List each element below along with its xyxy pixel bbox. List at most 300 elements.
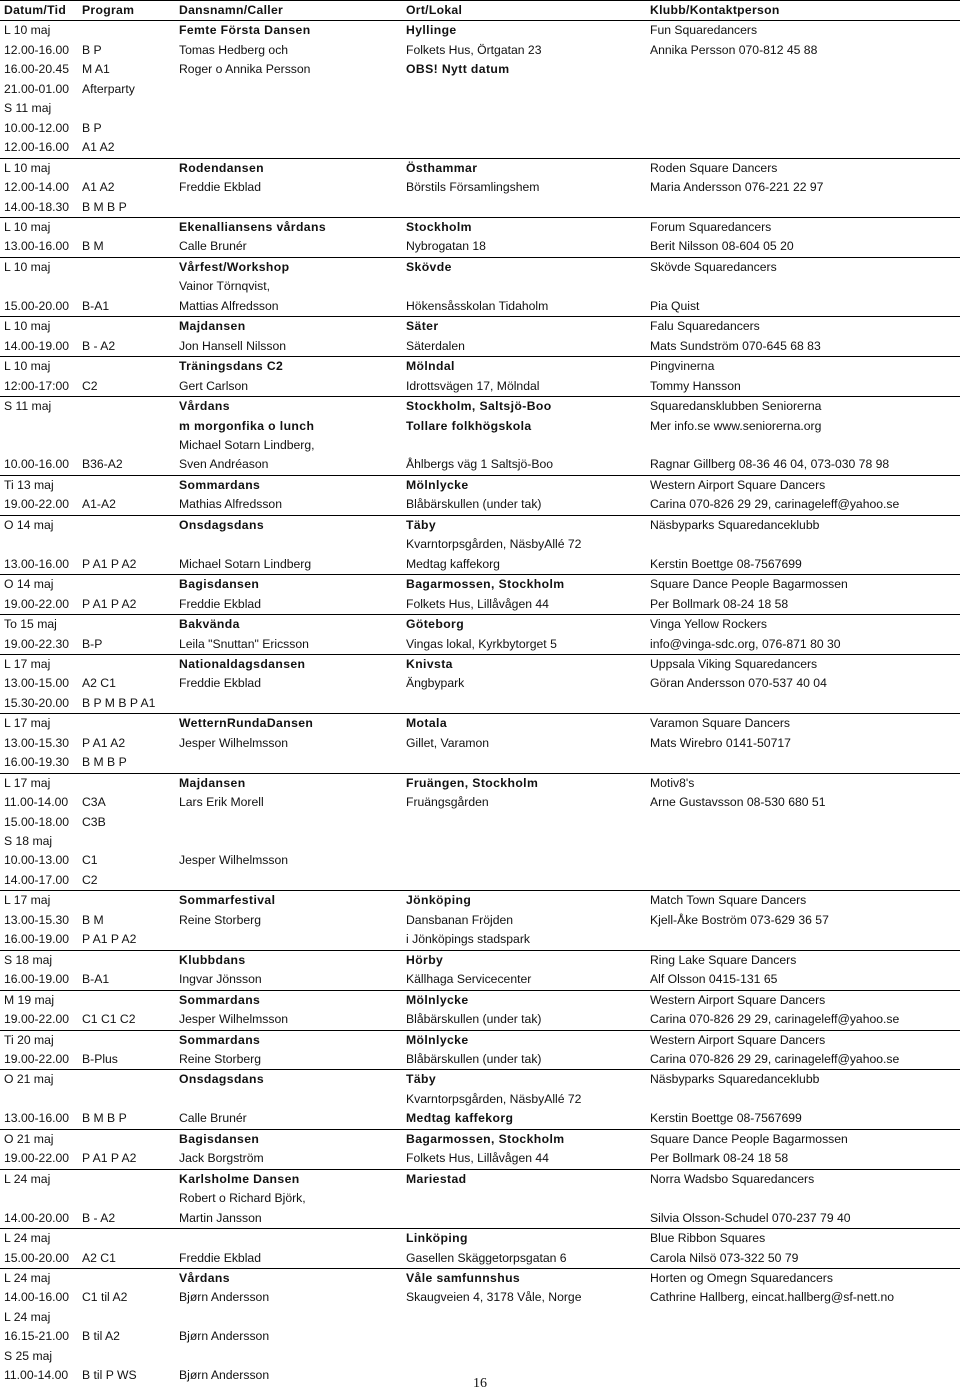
club-contact-cell — [646, 851, 960, 870]
table-row — [0, 773, 960, 793]
program-cell — [78, 1070, 175, 1090]
date-time-cell — [0, 1090, 78, 1109]
program-cell — [78, 158, 175, 178]
club-contact-cell: Horten og Omegn Squaredancers — [646, 1269, 960, 1289]
place-venue-cell — [402, 1189, 646, 1208]
club-contact-cell — [646, 535, 960, 554]
place-venue-cell: Dansbanan Fröjden — [406, 912, 514, 927]
club-contact-cell: Square Dance People Bagarmossen — [646, 1129, 960, 1149]
dance-name-caller-cell — [175, 1308, 402, 1327]
table-row — [0, 832, 960, 851]
place-venue-cell: Täby — [402, 515, 646, 535]
dance-name-caller-cell: Ekenalliansens vårdans — [175, 217, 402, 237]
club-contact-cell: Square Dance People Bagarmossen — [646, 575, 960, 595]
program-cell — [78, 397, 175, 417]
club-contact-cell — [646, 832, 960, 851]
club-contact-cell: Western Airport Square Dancers — [646, 990, 960, 1010]
club-contact-cell: Näsbyparks Squaredanceklubb — [646, 1070, 960, 1090]
club-contact-cell: Kerstin Boettge 08-7567699 — [650, 1111, 802, 1126]
club-contact-cell — [646, 1308, 960, 1327]
date-time-cell: 19.00-22.00 — [4, 1052, 70, 1067]
table-row — [0, 1347, 960, 1366]
dance-name-caller-cell: Freddie Ekblad — [179, 180, 261, 195]
date-time-cell: 13.00-15.30 — [4, 912, 70, 927]
club-contact-cell — [646, 1189, 960, 1208]
date-time-cell: L 24 maj — [0, 1229, 78, 1249]
dance-name-caller-cell: Sven Andréason — [179, 457, 269, 472]
program-cell: P A1 P A2 — [82, 1151, 137, 1166]
place-venue-cell: Fruängen, Stockholm — [402, 773, 646, 793]
program-cell: C1 C1 C2 — [82, 1012, 136, 1027]
club-contact-cell: Pingvinerna — [646, 357, 960, 377]
place-venue-cell: Gasellen Skäggetorpsgatan 6 — [406, 1250, 567, 1265]
club-contact-cell: Ring Lake Square Dancers — [646, 950, 960, 970]
table-row — [0, 515, 960, 535]
program-cell — [78, 436, 175, 455]
program-cell — [78, 475, 175, 495]
date-time-cell: 16.00-19.00 — [4, 932, 70, 947]
date-time-cell: 19.00-22.00 — [4, 1012, 70, 1027]
place-venue-cell: Hökensåsskolan Tidaholm — [406, 298, 549, 313]
date-time-cell: L 17 maj — [0, 891, 78, 911]
dance-name-caller-cell: WetternRundaDansen — [175, 714, 402, 734]
table-row — [0, 535, 960, 554]
club-contact-cell: Western Airport Square Dancers — [646, 1030, 960, 1050]
table-row — [0, 615, 960, 635]
program-cell: C3B — [82, 814, 106, 829]
place-venue-cell — [402, 753, 646, 773]
club-contact-cell — [646, 198, 960, 218]
place-venue-cell: Jönköping — [402, 891, 646, 911]
table-row — [0, 891, 960, 911]
program-cell: A2 C1 — [82, 1250, 116, 1265]
program-cell: C1 til A2 — [82, 1290, 128, 1305]
dance-name-caller-cell: Bakvända — [175, 615, 402, 635]
dance-name-caller-cell: Freddie Ekblad — [179, 676, 261, 691]
table-row — [0, 930, 960, 950]
program-cell — [78, 1090, 175, 1109]
place-venue-cell: Hörby — [402, 950, 646, 970]
table-row — [0, 1209, 960, 1229]
place-venue-cell: Linköping — [402, 1229, 646, 1249]
club-contact-cell — [646, 277, 960, 296]
dance-name-caller-cell: Bjørn Andersson — [179, 1290, 270, 1305]
club-contact-cell — [646, 138, 960, 158]
table-row — [0, 80, 960, 99]
date-time-cell — [0, 436, 78, 455]
club-contact-cell: Varamon Square Dancers — [646, 714, 960, 734]
date-time-cell: 15.00-20.00 — [4, 298, 70, 313]
dance-name-caller-cell: Onsdagsdans — [175, 515, 402, 535]
dance-name-caller-cell: Robert o Richard Björk, — [179, 1191, 306, 1206]
program-cell: P A1 A2 — [82, 735, 126, 750]
program-cell: B P — [82, 120, 102, 135]
program-cell: P A1 P A2 — [82, 556, 137, 571]
dance-name-caller-cell: Sommardans — [175, 1030, 402, 1050]
place-venue-cell — [402, 138, 646, 158]
date-time-cell: L 10 maj — [0, 317, 78, 337]
place-venue-cell: Börstils Församlingshem — [406, 180, 540, 195]
date-time-cell: 14.00-18.30 — [4, 199, 70, 214]
place-venue-cell: Stockholm — [402, 217, 646, 237]
program-cell — [78, 1030, 175, 1050]
program-cell — [78, 1269, 175, 1289]
table-row — [0, 138, 960, 158]
column-header-program: Program — [78, 1, 175, 21]
program-cell — [78, 1169, 175, 1189]
club-contact-cell: Skövde Squaredancers — [646, 257, 960, 277]
place-venue-cell: Folkets Hus, Örtgatan 23 — [406, 42, 542, 57]
date-time-cell: 15.00-20.00 — [4, 1250, 70, 1265]
dance-name-caller-cell: Reine Storberg — [179, 912, 261, 927]
club-contact-cell: Mats Wirebro 0141-50717 — [650, 735, 791, 750]
club-contact-cell — [646, 930, 960, 950]
dance-name-caller-cell: Sommardans — [175, 475, 402, 495]
place-venue-cell — [402, 813, 646, 832]
program-cell: Afterparty — [82, 81, 135, 96]
club-contact-cell: Vinga Yellow Rockers — [646, 615, 960, 635]
program-cell: P A1 P A2 — [82, 596, 137, 611]
program-cell: B M B P — [82, 1111, 127, 1126]
dance-name-caller-cell: Gert Carlson — [179, 378, 249, 393]
club-contact-cell — [646, 80, 960, 99]
club-contact-cell: Carola Nilsö 073-322 50 79 — [650, 1250, 799, 1265]
place-venue-cell: i Jönköpings stadspark — [406, 932, 530, 947]
place-venue-cell: Folkets Hus, Lillåvågen 44 — [406, 596, 549, 611]
place-venue-cell: Bagarmossen, Stockholm — [402, 1129, 646, 1149]
dance-name-caller-cell: Freddie Ekblad — [179, 596, 261, 611]
dance-name-caller-cell: Rodendansen — [175, 158, 402, 178]
dance-name-caller-cell: Vårfest/Workshop — [175, 257, 402, 277]
club-contact-cell: Alf Olsson 0415-131 65 — [650, 972, 778, 987]
date-time-cell: O 21 maj — [0, 1129, 78, 1149]
table-row — [0, 674, 960, 693]
date-time-cell: L 17 maj — [0, 714, 78, 734]
club-contact-cell — [646, 1327, 960, 1346]
table-row — [0, 1249, 960, 1269]
place-venue-cell — [402, 277, 646, 296]
club-contact-cell: Silvia Olsson-Schudel 070-237 79 40 — [650, 1210, 851, 1225]
dance-name-caller-cell: Karlsholme Dansen — [175, 1169, 402, 1189]
dance-name-caller-cell: Jesper Wilhelmsson — [179, 853, 289, 868]
program-cell — [78, 357, 175, 377]
column-header-club-contact: Klubb/Kontaktperson — [646, 1, 960, 21]
program-cell: C2 — [82, 378, 98, 393]
schedule-rows — [0, 21, 960, 1386]
club-contact-cell: Norra Wadsbo Squaredancers — [646, 1169, 960, 1189]
program-cell — [78, 1229, 175, 1249]
date-time-cell: 14.00-16.00 — [4, 1290, 70, 1305]
date-time-cell: 19.00-22.00 — [4, 596, 70, 611]
place-venue-cell: Hyllinge — [406, 23, 457, 38]
program-cell: A2 C1 — [82, 676, 116, 691]
program-cell: B til P WS — [82, 1368, 137, 1383]
program-cell: A1 A2 — [82, 180, 115, 195]
place-venue-cell: Blåbärskullen (under tak) — [406, 1012, 542, 1027]
program-cell — [78, 654, 175, 674]
table-row — [0, 99, 960, 118]
table-row — [0, 575, 960, 595]
club-contact-cell: Mer info.se www.seniorerna.org — [650, 418, 822, 433]
dance-name-caller-cell — [175, 80, 402, 99]
program-cell — [78, 615, 175, 635]
dance-name-caller-cell: Bagisdansen — [175, 1129, 402, 1149]
page-number: 16 — [473, 1376, 487, 1391]
place-venue-cell — [402, 119, 646, 138]
table-row — [0, 217, 960, 237]
date-time-cell: L 24 maj — [0, 1169, 78, 1189]
program-cell: B M B P — [82, 199, 127, 214]
table-row — [0, 555, 960, 575]
table-row — [0, 1109, 960, 1129]
date-time-cell: O 21 maj — [0, 1070, 78, 1090]
club-contact-cell: Squaredansklubben Seniorerna — [646, 397, 960, 417]
place-venue-cell — [402, 1209, 646, 1229]
program-cell: C1 — [82, 853, 98, 868]
date-time-cell — [0, 535, 78, 554]
table-row — [0, 1090, 960, 1109]
table-row — [0, 654, 960, 674]
date-time-cell: 13.00-16.00 — [4, 239, 70, 254]
program-cell — [78, 417, 175, 436]
place-venue-cell: Åhlbergs väg 1 Saltsjö-Boo — [406, 457, 554, 472]
table-row — [0, 297, 960, 317]
date-time-cell: 15.30-20.00 — [4, 695, 70, 710]
date-time-cell: 12.00-16.00 — [4, 140, 70, 155]
date-time-cell: 21.00-01.00 — [4, 81, 70, 96]
club-contact-cell — [646, 1090, 960, 1109]
date-time-cell: To 15 maj — [0, 615, 78, 635]
program-cell: B P M B P A1 — [82, 695, 156, 710]
date-time-cell: L 10 maj — [4, 23, 51, 38]
place-venue-cell — [402, 436, 646, 455]
dance-name-caller-cell: Reine Storberg — [179, 1052, 261, 1067]
place-venue-cell — [402, 1308, 646, 1327]
club-contact-cell: Göran Andersson 070-537 40 04 — [650, 676, 827, 691]
club-contact-cell: Uppsala Viking Squaredancers — [646, 654, 960, 674]
place-venue-cell: Våle samfunnshus — [402, 1269, 646, 1289]
dance-name-caller-cell — [175, 930, 402, 950]
date-time-cell: 12.00-14.00 — [4, 180, 70, 195]
program-cell: B til A2 — [82, 1329, 120, 1344]
dance-name-caller-cell: Vårdans — [175, 397, 402, 417]
table-row — [0, 851, 960, 870]
table-row — [0, 793, 960, 812]
date-time-cell: 10.00-13.00 — [4, 853, 70, 868]
place-venue-cell: Ängbypark — [406, 676, 465, 691]
table-row — [0, 1327, 960, 1346]
table-row — [0, 455, 960, 475]
program-cell — [78, 714, 175, 734]
program-cell — [78, 990, 175, 1010]
program-cell — [78, 1129, 175, 1149]
dance-name-caller-cell — [175, 694, 402, 714]
club-contact-cell: Per Bollmark 08-24 18 58 — [650, 596, 789, 611]
date-time-cell: Ti 13 maj — [0, 475, 78, 495]
date-time-cell: 10.00-12.00 — [4, 120, 70, 135]
dance-name-caller-cell: Michael Sotarn Lindberg — [179, 556, 312, 571]
place-venue-cell — [402, 1327, 646, 1346]
column-header-date-time: Datum/Tid — [0, 1, 78, 21]
club-contact-cell: Pia Quist — [650, 298, 700, 313]
date-time-cell: 14.00-19.00 — [4, 338, 70, 353]
program-cell: C2 — [82, 872, 98, 887]
dance-name-caller-cell: Femte Första Dansen — [179, 23, 311, 38]
dance-name-caller-cell: Bjørn Andersson — [179, 1329, 270, 1344]
table-row — [0, 635, 960, 655]
date-time-cell: 12:00-17:00 — [4, 378, 70, 393]
table-row — [0, 158, 960, 178]
club-contact-cell: Carina 070-826 29 29, carinageleff@yahoo.se — [650, 1012, 900, 1027]
club-contact-cell — [646, 436, 960, 455]
dance-name-caller-cell: Bjørn Andersson — [179, 1368, 270, 1383]
date-time-cell: 13.00-16.00 — [4, 556, 70, 571]
date-time-cell: L 24 maj — [4, 1309, 51, 1324]
program-cell: B-P — [82, 636, 103, 651]
dance-name-caller-cell: Klubbdans — [175, 950, 402, 970]
dance-name-caller-cell: Majdansen — [175, 317, 402, 337]
dance-name-caller-cell: Martin Jansson — [179, 1210, 262, 1225]
place-venue-cell: Säter — [402, 317, 646, 337]
table-row — [0, 813, 960, 832]
dance-name-caller-cell: Bagisdansen — [175, 575, 402, 595]
place-venue-cell: Göteborg — [402, 615, 646, 635]
club-contact-cell: Arne Gustavsson 08-530 680 51 — [650, 795, 826, 810]
program-cell: P A1 P A2 — [82, 932, 137, 947]
dance-name-caller-cell: m morgonfika o lunch — [179, 418, 315, 433]
table-row — [0, 257, 960, 277]
program-cell: B M — [82, 239, 104, 254]
program-cell — [78, 317, 175, 337]
table-row — [0, 694, 960, 714]
program-cell — [78, 1308, 175, 1327]
table-row — [0, 337, 960, 357]
dance-name-caller-cell: Roger o Annika Persson — [179, 62, 311, 77]
place-venue-cell: Kvarntorpsgården, NäsbyAllé 72 — [406, 1091, 582, 1106]
date-time-cell: 16.00-19.00 — [4, 972, 70, 987]
date-time-cell: 16.00-19.30 — [4, 755, 70, 770]
program-cell — [78, 535, 175, 554]
table-row — [0, 950, 960, 970]
club-contact-cell: Cathrine Hallberg, eincat.hallberg@sf-nett.no — [650, 1290, 895, 1305]
dance-name-caller-cell: Jack Borgström — [179, 1151, 264, 1166]
table-row — [0, 119, 960, 138]
table-row — [0, 1229, 960, 1249]
club-contact-cell: Match Town Square Dancers — [646, 891, 960, 911]
dance-name-caller-cell — [175, 119, 402, 138]
dance-name-caller-cell: Träningsdans C2 — [175, 357, 402, 377]
date-time-cell: S 18 maj — [0, 950, 78, 970]
dance-name-caller-cell: Jon Hansell Nilsson — [179, 338, 287, 353]
club-contact-cell — [646, 60, 960, 79]
dance-name-caller-cell: Sommardans — [175, 990, 402, 1010]
table-row — [0, 595, 960, 615]
place-venue-cell — [402, 198, 646, 218]
place-venue-cell: Stockholm, Saltsjö-Boo — [402, 397, 646, 417]
table-row — [0, 1149, 960, 1169]
table-row — [0, 734, 960, 753]
date-time-cell: M 19 maj — [0, 990, 78, 1010]
table-row — [0, 1010, 960, 1030]
table-row — [0, 1189, 960, 1208]
program-cell — [78, 99, 175, 118]
table-row — [0, 753, 960, 773]
table-row — [0, 317, 960, 337]
program-cell — [78, 891, 175, 911]
place-venue-cell: Blåbärskullen (under tak) — [406, 497, 542, 512]
club-contact-cell: Falu Squaredancers — [646, 317, 960, 337]
date-time-cell: 14.00-17.00 — [4, 872, 70, 887]
dance-name-caller-cell: Mathias Alfredsson — [179, 497, 282, 512]
dance-name-caller-cell — [175, 871, 402, 891]
dance-name-caller-cell: Leila "Snuttan" Ericsson — [179, 636, 309, 651]
club-contact-cell — [646, 694, 960, 714]
club-contact-cell — [646, 99, 960, 118]
table-row — [0, 714, 960, 734]
dance-name-caller-cell — [175, 198, 402, 218]
dance-name-caller-cell: Tomas Hedberg och — [179, 42, 289, 57]
table-row — [0, 475, 960, 495]
table-row — [0, 1269, 960, 1289]
dance-name-caller-cell: Lars Erik Morell — [179, 795, 264, 810]
table-row — [0, 871, 960, 891]
dance-name-caller-cell: Vainor Törnqvist, — [179, 279, 270, 294]
place-venue-cell: Bagarmossen, Stockholm — [402, 575, 646, 595]
table-row — [0, 377, 960, 397]
date-time-cell: S 11 maj — [4, 101, 52, 116]
date-time-cell: S 18 maj — [4, 834, 53, 849]
club-contact-cell: Näsbyparks Squaredanceklubb — [646, 515, 960, 535]
place-venue-cell — [402, 832, 646, 851]
dance-name-caller-cell — [175, 753, 402, 773]
place-venue-cell: Mölnlycke — [402, 475, 646, 495]
program-cell — [78, 277, 175, 296]
table-row — [0, 436, 960, 455]
program-cell: C3A — [82, 795, 106, 810]
program-cell — [78, 21, 175, 41]
dance-name-caller-cell — [175, 99, 402, 118]
date-time-cell: O 14 maj — [0, 515, 78, 535]
club-contact-cell — [646, 871, 960, 891]
place-venue-cell: Skövde — [402, 257, 646, 277]
dance-name-caller-cell — [175, 1347, 402, 1366]
program-cell: B-A1 — [82, 298, 110, 313]
club-contact-cell: Carina 070-826 29 29, carinageleff@yahoo.se — [650, 497, 900, 512]
program-cell — [78, 257, 175, 277]
date-time-cell: 11.00-14.00 — [4, 795, 69, 810]
dance-name-caller-cell: Calle Brunér — [179, 239, 247, 254]
table-row — [0, 60, 960, 79]
place-venue-cell: Kvarntorpsgården, NäsbyAllé 72 — [406, 537, 582, 552]
date-time-cell: L 24 maj — [0, 1269, 78, 1289]
date-time-cell: 19.00-22.30 — [4, 636, 70, 651]
date-time-cell: 12.00-16.00 — [4, 42, 70, 57]
place-venue-cell: Mölndal — [402, 357, 646, 377]
club-contact-cell: Maria Andersson 076-221 22 97 — [650, 180, 824, 195]
program-cell — [78, 950, 175, 970]
column-header-place-venue: Ort/Lokal — [402, 1, 646, 21]
place-venue-cell: Nybrogatan 18 — [406, 239, 486, 254]
dance-name-caller-cell — [175, 138, 402, 158]
place-venue-cell: Säterdalen — [406, 338, 465, 353]
place-venue-cell: Medtag kaffekorg — [406, 556, 500, 571]
place-venue-cell: Mölnlycke — [402, 1030, 646, 1050]
date-time-cell — [0, 277, 78, 296]
date-time-cell: L 10 maj — [0, 217, 78, 237]
dance-name-caller-cell — [175, 832, 402, 851]
place-venue-cell: OBS! Nytt datum — [406, 62, 510, 77]
place-venue-cell: Fruängsgården — [406, 795, 489, 810]
